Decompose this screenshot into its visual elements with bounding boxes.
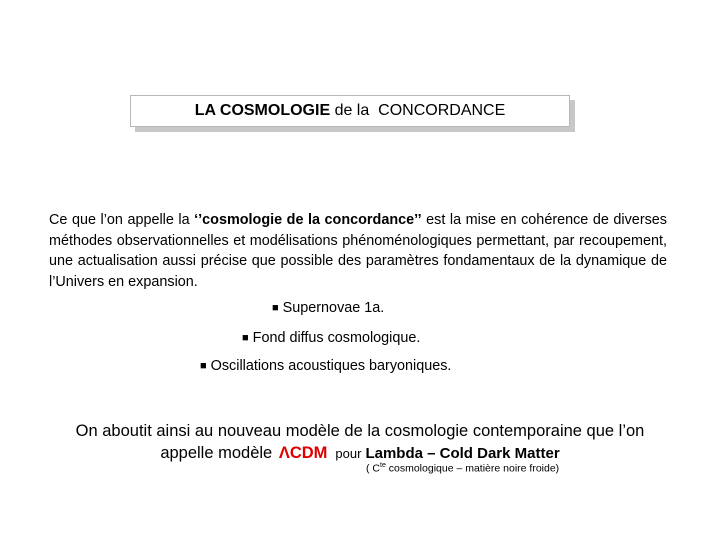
slide-title — [130, 95, 570, 127]
lcdm-model-name: ΛCDM — [278, 444, 328, 462]
bullet-item-fond-diffus — [242, 330, 420, 346]
note-open: ( C — [366, 462, 380, 475]
bullet-square-icon: ■ — [272, 302, 279, 314]
bullet-item-supernovae — [272, 300, 384, 316]
pour-word: pour — [335, 446, 362, 461]
bullet-text: Fond diffus cosmologique. — [252, 330, 421, 346]
bullet-text: Oscillations acoustiques baryoniques. — [210, 358, 452, 374]
intro-paragraph — [49, 210, 667, 292]
intro-before: Ce que l’on appelle la — [49, 212, 195, 228]
conclusion-line-1: On aboutit ainsi au nouveau modèle de la cosmologie contemporaine que l’on — [75, 422, 645, 440]
conclusion-line-2 — [40, 442, 680, 465]
conclusion — [40, 420, 680, 465]
bullet-square-icon: ■ — [200, 360, 207, 372]
bullet-square-icon: ■ — [242, 332, 249, 344]
intro-after: est la mise en cohérence de diverses méthodes observationnelles et modélisations phénoménologiques permettant, par recoupement, une actualisation aussi précise que possible des paramètres fondamentaux de la dynamique de l’Univers en expansion. — [49, 212, 667, 290]
title-part-2: de la — [334, 102, 370, 119]
title-part-3: CONCORDANCE — [369, 102, 506, 119]
conclusion-line-2-start: appelle modèle — [160, 444, 273, 462]
note-sup: te — [380, 462, 386, 469]
note-rest: cosmologique – matière noire froide) — [385, 462, 560, 475]
bullet-text: Supernovae 1a. — [282, 300, 385, 316]
intro-emphasis: ‘’cosmologie de la concordance’’ — [194, 212, 422, 228]
footnote — [366, 462, 559, 475]
lambda-cdm-expansion: Lambda – Cold Dark Matter — [365, 445, 560, 462]
bullet-item-oscillations — [200, 358, 451, 374]
title-part-1: LA COSMOLOGIE — [194, 102, 335, 119]
